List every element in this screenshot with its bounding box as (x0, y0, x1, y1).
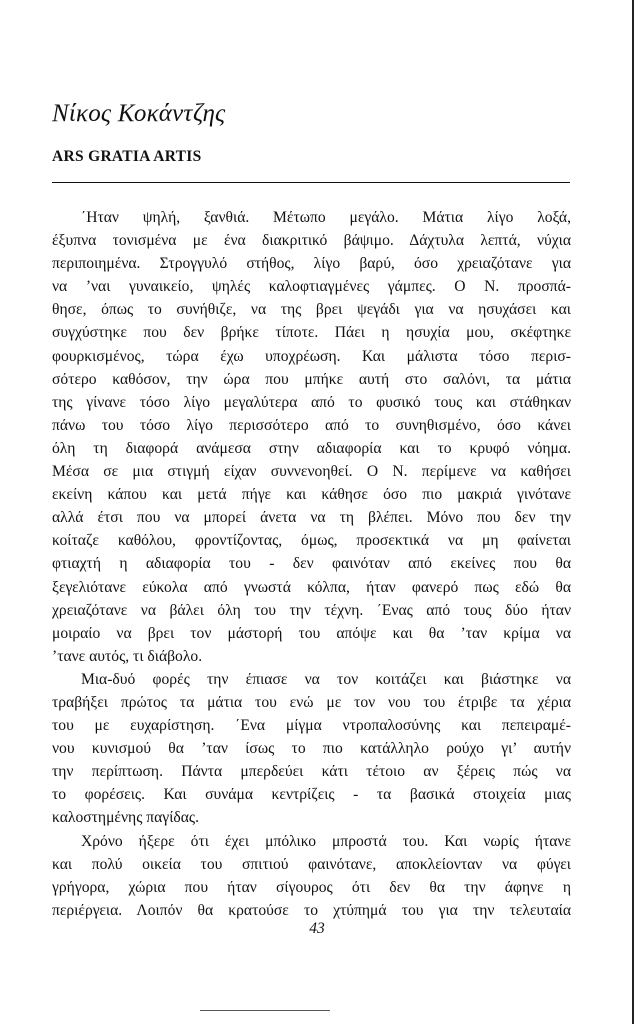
text-line: το φορέσεις. Και συνάμα κεντρίζεις - τα βασικά στοιχεία μιας (52, 786, 571, 804)
text-line: όλη τη διαφορά ανάμεσα στην αδιαφορία και το κρυφό νόημα. (52, 439, 571, 457)
text-line: Μια-δυό φορές την έπιασε να τον κοιτάζει και βιάστηκε να (81, 670, 571, 688)
text-line: αλλά έτσι που να μπορεί άνετα να τη βλέπει. Μόνο που δεν την (52, 509, 571, 527)
text-line: περιποιημένα. Στρογγυλό στήθος, λίγο βαρύ, όσο χρειαζότανε για (52, 255, 571, 273)
text-line: εκείνη κάπου και μετά πήγε και κάθησε όσο πιο μακριά γινότανε (52, 486, 571, 504)
header-rule (52, 182, 570, 183)
text-line: την περίπτωση. Πάντα μπερδεύει κάτι τέτοιο αν ξέρεις πώς να (52, 763, 571, 781)
text-line: φτιαχτή η αδιαφορία του - δεν φαινόταν από εκείνες που θα (52, 555, 571, 573)
text-line: έξυπνα τονισμένα με ένα διακριτικό βάψιμο. Δάχτυλα λεπτά, νύχια (52, 232, 571, 250)
text-line: περιέργεια. Λοιπόν θα κρατούσε το χτύπημά του για την τελευταία (52, 901, 571, 919)
page-number: 43 (309, 920, 325, 937)
story-body (52, 206, 571, 922)
text-line: θησε, όπως το συνήθιζε, να της βρει ψεγάδι για να ησυχάσει και (52, 301, 571, 319)
text-line: του με ευχαρίστηση. ΄Ενα μίγμα ντροπαλοσύνης και πεπειραμέ- (52, 717, 571, 735)
scan-mark (200, 1010, 330, 1011)
text-line: και πολύ οικεία του σπιτιού φαινότανε, αποκλείονταν να φύγει (52, 855, 571, 873)
text-line: σότερο καθόσον, την ώρα που μπήκε αυτή στο σαλόνι, τα μάτια (52, 370, 571, 388)
text-line: της γίνανε τόσο λίγο μεγαλύτερα από το φυσικό τους και στάθηκαν (52, 393, 571, 411)
text-line: ξεγελιότανε εύκολα από γνωστά κόλπα, ήταν φανερό πως εδώ θα (52, 578, 571, 596)
text-line: νου κυνισμού θα ’ταν ίσως το πιο κατάλληλο ρούχο γι’ αυτήν (52, 740, 571, 758)
text-line: τραβήξει πρώτος τα μάτια του ενώ με τον νου του έτριβε τα χέρια (52, 693, 571, 711)
text-line: κοίταζε καθόλου, φροντίζοντας, όμως, προσεκτικά να μη φαίνεται (52, 532, 571, 550)
text-line: Χρόνο ήξερε ότι έχει μπόλικο μπροστά του. Και νωρίς ήτανε (81, 832, 571, 850)
story-title: ARS GRATIA ARTIS (52, 148, 202, 165)
text-line: μοιραίο να βρει τον μάστορή του απόψε και θα ’ταν κρίμα να (52, 624, 571, 642)
text-line: φουρκισμένος, τώρα έχω υποχρέωση. Και μάλιστα τόσο περισ- (52, 347, 571, 365)
text-line: καλοστημένης παγίδας. (52, 809, 199, 827)
text-line: συγχύστηκε που δεν βρήκε τίποτε. Πάει η ησυχία μου, σκέφτηκε (52, 324, 571, 342)
text-line: γρήγορα, χώρια που ήταν σίγουρος ότι δεν θα την άφηνε η (52, 878, 571, 896)
text-line: να ’ναι γυναικείο, ψηλές καλοφτιαγμένες γάμπες. Ο Ν. προσπά- (52, 278, 571, 296)
text-line: πάνω του τόσο λίγο περισσότερο από το συνηθισμένο, όσο κάνει (52, 416, 571, 434)
text-line: Μέσα σε μια στιγμή είχαν συννενοηθεί. Ο Ν. περίμενε να καθήσει (52, 463, 571, 481)
text-line: ΄Ηταν ψηλή, ξανθιά. Μέτωπο μεγάλο. Μάτια λίγο λοξά, (81, 209, 571, 226)
author-name: Νίκος Κοκάντζης (52, 100, 226, 127)
text-line: ’τανε αυτός, τι διάβολο. (52, 647, 203, 665)
text-line: χρειαζότανε να βάλει όλη του την τέχνη. ΄Ενας από τους δύο ήταν (52, 601, 571, 619)
